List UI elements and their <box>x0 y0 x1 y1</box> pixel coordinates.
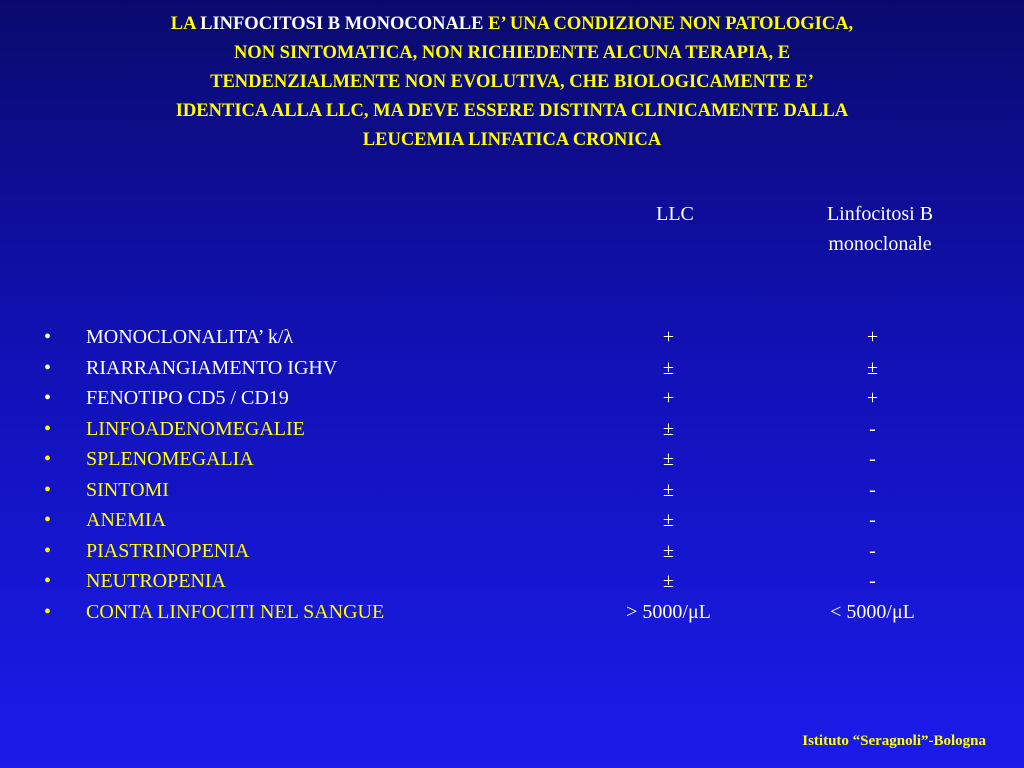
value-mbl: + <box>866 387 879 409</box>
list-item <box>40 475 1000 506</box>
value-mbl: - <box>869 570 876 592</box>
list-item <box>40 536 1000 567</box>
value-llc: ± <box>663 539 674 562</box>
title-line-1 <box>0 10 1024 39</box>
bullet-icon: • <box>44 356 52 379</box>
title-line-1-rest: E’ UNA CONDIZIONE NON PATOLOGICA, <box>483 14 854 34</box>
value-llc: + <box>662 387 675 409</box>
footer-institution: Istituto “Seragnoli”-Bologna <box>802 733 986 749</box>
title-line-4: IDENTICA ALLA LLC, MA DEVE ESSERE DISTINTA CLINICAMENTE DALLA <box>175 101 849 121</box>
bullet-icon: • <box>44 509 52 531</box>
list-item <box>40 566 1000 597</box>
title-highlight: LA <box>170 14 196 34</box>
row-label: FENOTIPO CD5 / CD19 <box>86 387 289 409</box>
bullet-icon: • <box>44 600 52 623</box>
row-label: SINTOMI <box>86 478 169 501</box>
value-mbl: - <box>869 509 876 531</box>
value-llc: ± <box>663 417 674 440</box>
bullet-icon: • <box>44 570 52 592</box>
value-llc: ± <box>663 448 674 470</box>
value-llc: ± <box>663 509 674 531</box>
list-item <box>40 505 1000 536</box>
title-subject: LINFOCITOSI B MONOCONALE <box>195 14 484 34</box>
value-llc: + <box>662 326 675 348</box>
row-label: CONTA LINFOCITI NEL SANGUE <box>86 600 385 623</box>
value-llc: ± <box>663 478 674 501</box>
title-line-2: NON SINTOMATICA, NON RICHIEDENTE ALCUNA TERAPIA, E <box>233 43 791 63</box>
value-mbl: + <box>866 326 879 348</box>
value-mbl: - <box>869 417 876 440</box>
value-mbl: < 5000/μL <box>830 600 915 623</box>
list-item <box>40 414 1000 445</box>
value-llc: ± <box>663 356 674 379</box>
bullet-icon: • <box>44 448 52 470</box>
value-mbl: - <box>869 448 876 470</box>
column-header-mbl-line-1: Linfocitosi B <box>826 203 934 225</box>
list-item <box>40 322 1000 353</box>
bullet-icon: • <box>44 326 52 348</box>
comparison-list <box>40 322 1000 627</box>
column-header-mbl <box>790 199 970 259</box>
value-llc: > 5000/μL <box>626 600 711 623</box>
slide-title <box>0 10 1024 155</box>
title-line-3: TENDENZIALMENTE NON EVOLUTIVA, CHE BIOLOGICAMENTE E’ <box>210 72 814 92</box>
bullet-icon: • <box>44 387 52 409</box>
list-item <box>40 444 1000 475</box>
list-item <box>40 353 1000 384</box>
row-label: RIARRANGIAMENTO IGHV <box>86 356 338 379</box>
value-llc: ± <box>663 570 674 592</box>
row-label: SPLENOMEGALIA <box>86 448 254 470</box>
row-label: NEUTROPENIA <box>86 570 226 592</box>
title-line-5: LEUCEMIA LINFATICA CRONICA <box>362 130 662 150</box>
value-mbl: ± <box>867 356 878 379</box>
column-header-mbl-line-2: monoclonale <box>828 233 932 255</box>
value-mbl: - <box>869 539 876 562</box>
list-item <box>40 383 1000 414</box>
bullet-icon: • <box>44 478 52 501</box>
bullet-icon: • <box>44 539 52 562</box>
row-label: ANEMIA <box>86 509 166 531</box>
list-item <box>40 597 1000 628</box>
row-label: MONOCLONALITA’ k/λ <box>86 326 294 348</box>
bullet-icon: • <box>44 417 52 440</box>
column-header-llc: LLC <box>656 203 694 225</box>
row-label: LINFOADENOMEGALIE <box>86 417 305 440</box>
value-mbl: - <box>869 478 876 501</box>
row-label: PIASTRINOPENIA <box>86 539 250 562</box>
